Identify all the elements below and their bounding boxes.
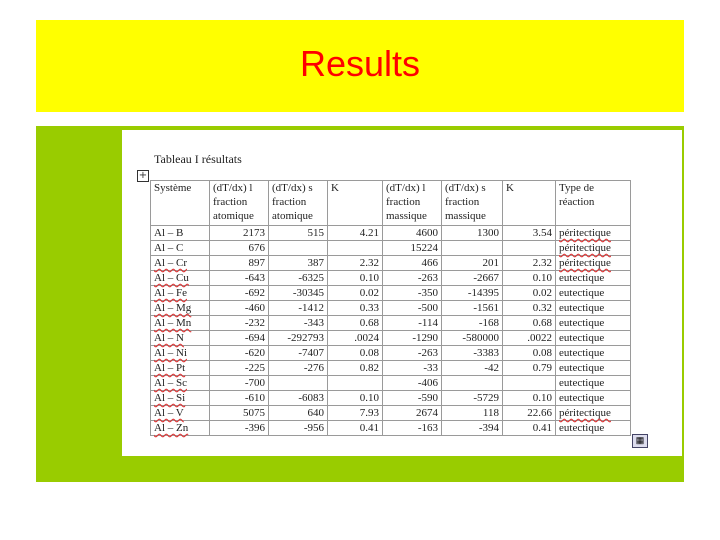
cell-dtdx-l-mass: -590 <box>383 391 442 406</box>
cell-k-mass: 0.10 <box>503 271 556 286</box>
cell-k-atomic: 4.21 <box>328 226 383 241</box>
header-line: Type de <box>559 182 594 194</box>
table-row <box>151 271 631 286</box>
table-row <box>151 316 631 331</box>
cell-k-mass <box>503 376 556 391</box>
header-line: réaction <box>559 196 595 208</box>
cell-reaction-type: eutectique <box>556 361 631 376</box>
table-row <box>151 226 631 241</box>
cell-dtdx-s-mass <box>442 376 503 391</box>
header-line: massique <box>445 210 486 222</box>
cell-dtdx-l-mass: 15224 <box>383 241 442 256</box>
cell-dtdx-l-atomic: 897 <box>210 256 269 271</box>
cell-k-mass <box>503 241 556 256</box>
header-line: fraction <box>272 196 307 208</box>
header-dtdx-l-atomic <box>210 181 269 226</box>
cell-dtdx-s-mass: -14395 <box>442 286 503 301</box>
cell-reaction-type: eutectique <box>556 391 631 406</box>
cell-dtdx-s-mass <box>442 241 503 256</box>
cell-dtdx-s-atomic: -7407 <box>269 346 328 361</box>
table-row <box>151 376 631 391</box>
cell-dtdx-s-atomic <box>269 241 328 256</box>
header-dtdx-s-mass <box>442 181 503 226</box>
cell-reaction-type: péritectique <box>556 226 631 241</box>
cell-k-atomic: .0024 <box>328 331 383 346</box>
header-line: atomique <box>272 210 313 222</box>
header-line: massique <box>386 210 427 222</box>
cell-dtdx-l-mass: -1290 <box>383 331 442 346</box>
header-line: (dT/dx) s <box>445 182 486 194</box>
header-line: fraction <box>213 196 248 208</box>
cell-reaction-type: eutectique <box>556 331 631 346</box>
cell-system: Al – Cr <box>151 256 210 271</box>
table-row <box>151 286 631 301</box>
cell-dtdx-s-atomic: 387 <box>269 256 328 271</box>
cell-dtdx-l-atomic: -620 <box>210 346 269 361</box>
cell-dtdx-s-mass: -168 <box>442 316 503 331</box>
header-line: Système <box>154 182 192 194</box>
cell-system: Al – Si <box>151 391 210 406</box>
cell-dtdx-l-atomic: -692 <box>210 286 269 301</box>
cell-k-atomic <box>328 376 383 391</box>
table-row <box>151 256 631 271</box>
table-caption: Tableau I résultats <box>154 152 242 166</box>
cell-dtdx-s-mass: 118 <box>442 406 503 421</box>
cell-system: Al – C <box>151 241 210 256</box>
header-line: fraction <box>445 196 480 208</box>
table-resize-handle-icon[interactable]: ▦ <box>632 434 648 448</box>
header-line: atomique <box>213 210 254 222</box>
cell-dtdx-s-mass: -42 <box>442 361 503 376</box>
cell-k-mass: 0.32 <box>503 301 556 316</box>
cell-system: Al – Pt <box>151 361 210 376</box>
cell-dtdx-s-atomic <box>269 376 328 391</box>
table-row <box>151 301 631 316</box>
cell-dtdx-s-mass: -394 <box>442 421 503 436</box>
cell-k-atomic: 7.93 <box>328 406 383 421</box>
document-panel <box>122 130 682 456</box>
cell-reaction-type: eutectique <box>556 271 631 286</box>
cell-reaction-type: eutectique <box>556 286 631 301</box>
cell-dtdx-s-mass: -1561 <box>442 301 503 316</box>
cell-reaction-type: péritectique <box>556 256 631 271</box>
cell-dtdx-l-mass: -163 <box>383 421 442 436</box>
cell-dtdx-s-mass: 201 <box>442 256 503 271</box>
table-row <box>151 421 631 436</box>
cell-dtdx-l-mass: -33 <box>383 361 442 376</box>
cell-system: Al – N <box>151 331 210 346</box>
cell-system: Al – B <box>151 226 210 241</box>
cell-dtdx-s-atomic: -343 <box>269 316 328 331</box>
cell-dtdx-s-mass: -2667 <box>442 271 503 286</box>
cell-dtdx-l-atomic: -460 <box>210 301 269 316</box>
cell-reaction-type: eutectique <box>556 316 631 331</box>
cell-dtdx-l-atomic: -225 <box>210 361 269 376</box>
cell-dtdx-l-atomic: -396 <box>210 421 269 436</box>
cell-dtdx-l-atomic: -700 <box>210 376 269 391</box>
cell-dtdx-s-atomic: -6325 <box>269 271 328 286</box>
cell-dtdx-l-mass: -350 <box>383 286 442 301</box>
cell-k-atomic: 0.41 <box>328 421 383 436</box>
header-line: fraction <box>386 196 421 208</box>
cell-dtdx-l-mass: -500 <box>383 301 442 316</box>
table-header-row <box>151 181 631 226</box>
cell-k-atomic: 0.68 <box>328 316 383 331</box>
cell-system: Al – Mn <box>151 316 210 331</box>
cell-dtdx-s-mass: -3383 <box>442 346 503 361</box>
cell-dtdx-l-atomic: -610 <box>210 391 269 406</box>
cell-dtdx-s-atomic: -956 <box>269 421 328 436</box>
cell-dtdx-l-atomic: 2173 <box>210 226 269 241</box>
cell-k-mass: 0.08 <box>503 346 556 361</box>
header-dtdx-s-atomic <box>269 181 328 226</box>
cell-dtdx-l-atomic: 5075 <box>210 406 269 421</box>
cell-dtdx-l-mass: 4600 <box>383 226 442 241</box>
table-row <box>151 361 631 376</box>
table-move-handle-icon[interactable]: + <box>138 170 148 181</box>
cell-reaction-type: eutectique <box>556 376 631 391</box>
cell-k-mass: .0022 <box>503 331 556 346</box>
cell-k-atomic: 0.10 <box>328 271 383 286</box>
cell-k-mass: 0.02 <box>503 286 556 301</box>
slide-title: Results <box>299 43 421 84</box>
cell-dtdx-l-mass: 466 <box>383 256 442 271</box>
cell-dtdx-s-mass: 1300 <box>442 226 503 241</box>
cell-dtdx-s-mass: -580000 <box>442 331 503 346</box>
cell-dtdx-l-mass: -263 <box>383 346 442 361</box>
cell-reaction-type: péritectique <box>556 406 631 421</box>
cell-k-atomic: 0.33 <box>328 301 383 316</box>
cell-k-mass: 0.41 <box>503 421 556 436</box>
cell-dtdx-l-mass: -406 <box>383 376 442 391</box>
header-dtdx-l-mass <box>383 181 442 226</box>
table-row <box>151 406 631 421</box>
cell-k-atomic: 2.32 <box>328 256 383 271</box>
cell-system: Al – Mg <box>151 301 210 316</box>
cell-k-mass: 3.54 <box>503 226 556 241</box>
header-k-atomic <box>328 181 383 226</box>
cell-dtdx-s-atomic: 640 <box>269 406 328 421</box>
header-line: K <box>331 182 339 194</box>
title-bar <box>36 20 684 112</box>
cell-dtdx-s-atomic: -292793 <box>269 331 328 346</box>
cell-dtdx-l-atomic: 676 <box>210 241 269 256</box>
cell-k-atomic: 0.08 <box>328 346 383 361</box>
cell-reaction-type: eutectique <box>556 421 631 436</box>
cell-k-mass: 2.32 <box>503 256 556 271</box>
cell-dtdx-l-atomic: -643 <box>210 271 269 286</box>
cell-system: Al – V <box>151 406 210 421</box>
header-system <box>151 181 210 226</box>
results-table <box>150 180 631 436</box>
cell-k-mass: 0.79 <box>503 361 556 376</box>
table-row <box>151 241 631 256</box>
cell-dtdx-l-mass: -263 <box>383 271 442 286</box>
header-line: (dT/dx) s <box>272 182 313 194</box>
cell-reaction-type: péritectique <box>556 241 631 256</box>
content-box <box>36 126 684 482</box>
header-line: K <box>506 182 514 194</box>
table-row <box>151 346 631 361</box>
cell-dtdx-l-atomic: -232 <box>210 316 269 331</box>
cell-k-atomic: 0.10 <box>328 391 383 406</box>
cell-dtdx-s-atomic: -6083 <box>269 391 328 406</box>
cell-system: Al – Ni <box>151 346 210 361</box>
cell-k-mass: 22.66 <box>503 406 556 421</box>
header-line: (dT/dx) l <box>386 182 426 194</box>
cell-system: Al – Fe <box>151 286 210 301</box>
cell-system: Al – Sc <box>151 376 210 391</box>
cell-dtdx-l-mass: 2674 <box>383 406 442 421</box>
cell-dtdx-s-atomic: -30345 <box>269 286 328 301</box>
cell-system: Al – Cu <box>151 271 210 286</box>
table-row <box>151 391 631 406</box>
table-row <box>151 331 631 346</box>
cell-dtdx-s-mass: -5729 <box>442 391 503 406</box>
cell-k-mass: 0.68 <box>503 316 556 331</box>
cell-dtdx-s-atomic: 515 <box>269 226 328 241</box>
cell-dtdx-s-atomic: -1412 <box>269 301 328 316</box>
cell-k-mass: 0.10 <box>503 391 556 406</box>
cell-k-atomic: 0.82 <box>328 361 383 376</box>
header-line: (dT/dx) l <box>213 182 253 194</box>
cell-k-atomic <box>328 241 383 256</box>
cell-dtdx-l-mass: -114 <box>383 316 442 331</box>
cell-dtdx-s-atomic: -276 <box>269 361 328 376</box>
cell-reaction-type: eutectique <box>556 346 631 361</box>
cell-reaction-type: eutectique <box>556 301 631 316</box>
cell-system: Al – Zn <box>151 421 210 436</box>
cell-k-atomic: 0.02 <box>328 286 383 301</box>
cell-dtdx-l-atomic: -694 <box>210 331 269 346</box>
header-reaction-type <box>556 181 631 226</box>
header-k-mass <box>503 181 556 226</box>
